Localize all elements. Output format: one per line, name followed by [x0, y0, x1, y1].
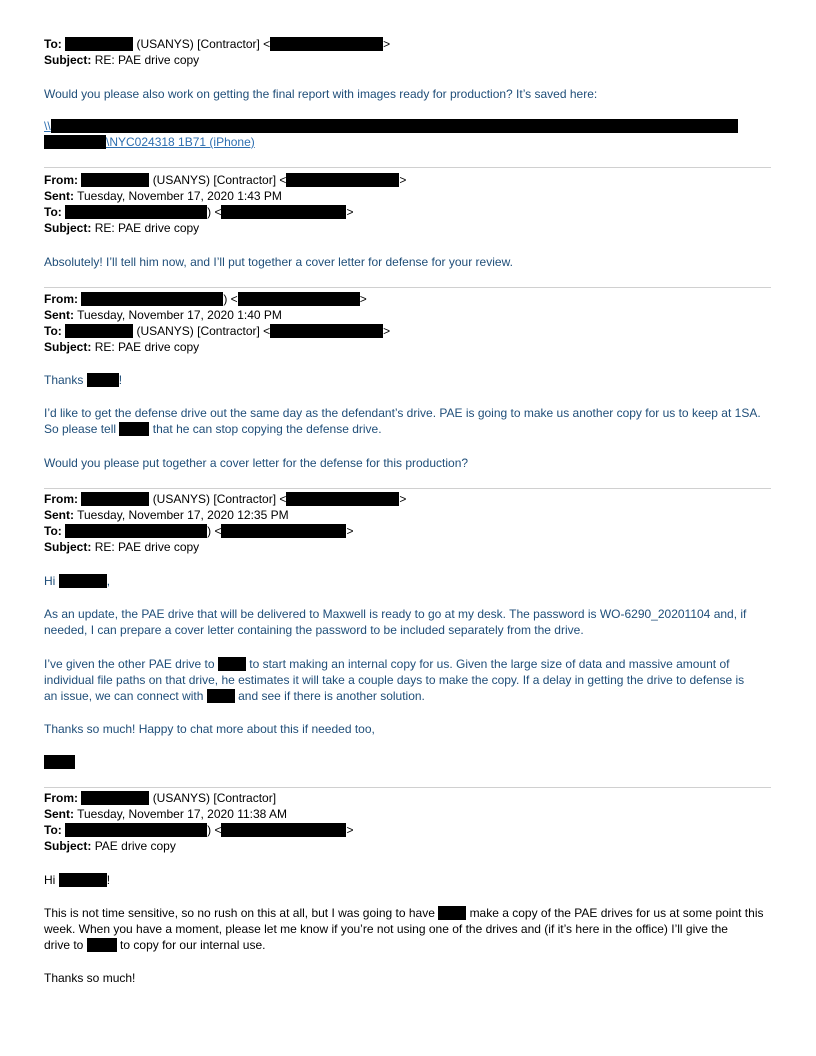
- email3-body-1a: I’d like to get the defense drive out the same day as the defendant’s drive. PAE is going to make us another copy for us to keep at 1SA.: [44, 406, 761, 420]
- email4-body-3: Thanks so much! Happy to chat more about this if needed too,: [44, 722, 375, 736]
- body-text: So please tell: [44, 422, 117, 436]
- redaction: [438, 906, 466, 920]
- greeting-text: Thanks: [44, 373, 84, 387]
- email5-sent-line: [44, 806, 287, 822]
- email2-sent-line: [44, 188, 282, 204]
- email1-subject-line: [44, 52, 199, 68]
- file-path-link-prefix[interactable]: \\: [44, 119, 51, 133]
- email3-to-suffix: (USANYS) [Contractor] <: [136, 324, 271, 338]
- redaction: [270, 37, 383, 51]
- email1-body-1: Would you please also work on getting the final report with images ready for production? It’s saved here:: [44, 87, 598, 101]
- email-separator: [44, 787, 771, 788]
- redaction: [87, 938, 117, 952]
- email3-sent-line: [44, 307, 282, 323]
- email3-from-suffix: ) <: [223, 292, 238, 306]
- email2-body-1: Absolutely! I’ll tell him now, and I’ll put together a cover letter for defense for your review.: [44, 255, 513, 269]
- email4-to-end: >: [346, 524, 354, 538]
- body-text: drive to: [44, 938, 84, 952]
- file-path-link[interactable]: \NYC024318 1B71 (iPhone): [106, 135, 255, 149]
- email2-to-line: [44, 204, 353, 220]
- email5-subject-line: [44, 838, 176, 854]
- body-text: This is not time sensitive, so no rush on this at all, but I was going to have: [44, 906, 435, 920]
- subject-label: Subject:: [44, 221, 92, 235]
- from-label: From:: [44, 492, 78, 506]
- body-text: to start making an internal copy for us. Given the large size of data and massive amount of: [249, 657, 730, 671]
- email2-sent: Tuesday, November 17, 2020 1:43 PM: [77, 189, 282, 203]
- redaction: [207, 689, 235, 703]
- email2-subject: RE: PAE drive copy: [94, 221, 200, 235]
- email5-sent: Tuesday, November 17, 2020 11:38 AM: [77, 807, 288, 821]
- body-text: and see if there is another solution.: [238, 689, 425, 703]
- signature-redaction: [44, 755, 75, 769]
- email5-greeting: [44, 872, 110, 888]
- redaction: [87, 373, 119, 387]
- redaction: [286, 492, 399, 506]
- greeting-end: !: [118, 373, 123, 387]
- subject-label: Subject:: [44, 540, 92, 554]
- subject-label: Subject:: [44, 340, 92, 354]
- email4-to-suffix: ) <: [207, 524, 222, 538]
- email4-greeting: [44, 573, 110, 589]
- email1-subject: RE: PAE drive copy: [94, 53, 200, 67]
- email4-to-line: [44, 523, 353, 539]
- email4-from-line: [44, 491, 406, 507]
- from-label: From:: [44, 173, 78, 187]
- to-label: To:: [44, 205, 62, 219]
- email3-from-end: >: [359, 292, 367, 306]
- email5-to-suffix: ) <: [207, 823, 222, 837]
- email-separator: [44, 167, 771, 168]
- to-label: To:: [44, 37, 62, 51]
- email5-body-2: Thanks so much!: [44, 971, 136, 985]
- from-label: From:: [44, 791, 78, 805]
- greeting-end: !: [106, 873, 111, 887]
- body-text: to copy for our internal use.: [120, 938, 266, 952]
- to-label: To:: [44, 823, 62, 837]
- greeting-end: ,: [106, 574, 111, 588]
- redaction: [218, 657, 246, 671]
- redaction: [65, 524, 207, 538]
- body-text: make a copy of the PAE drives for us at some point this: [469, 906, 764, 920]
- redaction: [221, 823, 346, 837]
- email4-from-end: >: [399, 492, 407, 506]
- email4-from-suffix: (USANYS) [Contractor] <: [152, 492, 287, 506]
- sent-label: Sent:: [44, 508, 74, 522]
- subject-label: Subject:: [44, 53, 92, 67]
- email1-link-line-2[interactable]: [44, 134, 255, 150]
- redaction: [65, 324, 133, 338]
- email4-body-1a: As an update, the PAE drive that will be delivered to Maxwell is ready to go at my desk. The password is WO-6290_20201104 and, if: [44, 607, 747, 621]
- email5-body-1b: week. When you have a moment, please let me know if you’re not using one of the drives and (if it’s here in the office) I’ll give the: [44, 922, 728, 936]
- redaction: [44, 135, 106, 149]
- redaction: [59, 574, 107, 588]
- subject-label: Subject:: [44, 839, 92, 853]
- email4-body-2b: individual file paths on that drive, he estimates it will take a couple days to make the copy. If a delay in getting the drive to defense is: [44, 673, 745, 687]
- email2-from-line: [44, 172, 406, 188]
- email5-from-suffix: (USANYS) [Contractor]: [152, 791, 277, 805]
- sent-label: Sent:: [44, 807, 74, 821]
- redaction: [221, 524, 346, 538]
- email2-to-suffix: ) <: [207, 205, 222, 219]
- email4-body-2c: [44, 688, 425, 704]
- email4-sent: Tuesday, November 17, 2020 12:35 PM: [77, 508, 289, 522]
- greeting-text: Hi: [44, 574, 56, 588]
- from-label: From:: [44, 292, 78, 306]
- email3-body-2: Would you please put together a cover letter for the defense for this production?: [44, 456, 469, 470]
- email1-to-suffix: (USANYS) [Contractor] <: [136, 37, 271, 51]
- greeting-text: Hi: [44, 873, 56, 887]
- email3-subject: RE: PAE drive copy: [94, 340, 200, 354]
- email2-from-end: >: [399, 173, 407, 187]
- email5-body-1a: [44, 905, 763, 921]
- redaction: [221, 205, 346, 219]
- email2-from-suffix: (USANYS) [Contractor] <: [152, 173, 287, 187]
- redaction: [81, 791, 149, 805]
- email3-to-line: [44, 323, 390, 339]
- redaction: [65, 823, 207, 837]
- email5-subject: PAE drive copy: [94, 839, 176, 853]
- sent-label: Sent:: [44, 189, 74, 203]
- email5-to-line: [44, 822, 353, 838]
- redaction: [270, 324, 383, 338]
- email-separator: [44, 488, 771, 489]
- redaction: [59, 873, 107, 887]
- email1-link-line[interactable]: [44, 118, 738, 134]
- email3-to-end: >: [383, 324, 391, 338]
- email4-sent-line: [44, 507, 289, 523]
- redaction: [81, 292, 223, 306]
- email-separator: [44, 287, 771, 288]
- email2-subject-line: [44, 220, 199, 236]
- redaction: [81, 173, 149, 187]
- email1-to-line: [44, 36, 390, 52]
- redaction: [286, 173, 399, 187]
- email5-body-1c: [44, 937, 265, 953]
- redaction: [119, 422, 149, 436]
- sent-label: Sent:: [44, 308, 74, 322]
- email4-subject: RE: PAE drive copy: [94, 540, 200, 554]
- body-text: that he can stop copying the defense drive.: [152, 422, 382, 436]
- redaction: [65, 37, 133, 51]
- body-text: I’ve given the other PAE drive to: [44, 657, 215, 671]
- email3-greeting: [44, 372, 122, 388]
- email5-to-end: >: [346, 823, 354, 837]
- email3-from-line: [44, 291, 367, 307]
- email4-signature: [44, 754, 75, 770]
- email4-body-2a: [44, 656, 730, 672]
- email2-to-end: >: [346, 205, 354, 219]
- email3-body-1b: [44, 421, 382, 437]
- redaction: [238, 292, 360, 306]
- email4-body-1b: needed, I can prepare a cover letter containing the password to be included separately from the drive.: [44, 623, 584, 637]
- redaction: [65, 205, 207, 219]
- to-label: To:: [44, 324, 62, 338]
- email1-to-end: >: [383, 37, 391, 51]
- redaction: [81, 492, 149, 506]
- email3-subject-line: [44, 339, 199, 355]
- redaction: [51, 119, 738, 133]
- email4-subject-line: [44, 539, 199, 555]
- to-label: To:: [44, 524, 62, 538]
- body-text: an issue, we can connect with: [44, 689, 204, 703]
- email3-sent: Tuesday, November 17, 2020 1:40 PM: [77, 308, 282, 322]
- email5-from-line: [44, 790, 276, 806]
